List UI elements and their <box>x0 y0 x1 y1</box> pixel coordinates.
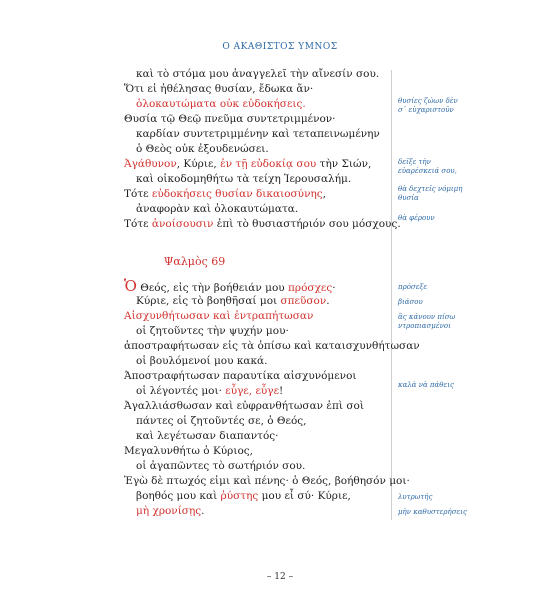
margin-note: βιάσου <box>398 298 423 306</box>
verse-line: καρδίαν συντετριμμένην καὶ τεταπεινωμένην <box>136 128 380 140</box>
margin-note: μὴν καθυστερήσεις <box>398 508 467 516</box>
verse-line: Κύριε, εἰς τὸ βοηθῆσαί μοι σπεῦσον. <box>136 295 330 307</box>
verse-line: ἀναφορὰν καὶ ὁλοκαυτώματα. <box>136 203 299 215</box>
margin-note: θυσίες ζώων δὲν <box>398 97 458 105</box>
verse-line: Τότε ἀνοίσουσιν ἐπὶ τὸ θυσιαστήριόν σου μόσχους. <box>124 218 401 230</box>
margin-note: ντροπιασμένοι <box>398 322 451 330</box>
margin-note: θὰ δεχτεῖς νόμιμη <box>398 185 463 193</box>
margin-note: θὰ φέρουν <box>398 214 435 222</box>
verse-line: Τότε εὐδοκήσεις θυσίαν δικαιοσύνης, <box>124 188 326 200</box>
drop-cap: Ὁ <box>124 277 137 295</box>
verse-line: ὁ Θεὸς οὐκ ἐξουδενώσει. <box>136 143 269 155</box>
verse-line: Αἰσχυνθήτωσαν καὶ ἐντραπήτωσαν <box>124 310 314 322</box>
margin-note: σ᾽ εὐχαριστοῦν <box>398 106 454 114</box>
page-number: – 12 – <box>266 572 294 582</box>
verse-line: ἀποστραφήτωσαν εἰς τὰ ὀπίσω καὶ καταισχυνθήτωσαν <box>124 340 420 352</box>
margin-rule <box>391 70 392 520</box>
verse-line: Ἐγὼ δὲ πτωχός εἰμι καὶ πένης· ὁ Θεός, βοήθησόν μοι· <box>124 475 410 487</box>
verse-line: οἱ βουλόμενοί μου κακά. <box>136 355 268 367</box>
margin-note: ἂς κάνουν πίσω <box>398 313 456 321</box>
verse-line: Μεγαλυνθήτω ὁ Κύριος, <box>124 445 254 457</box>
running-header: Ο ΑΚΑΘΙΣΤΟΣ ΥΜΝΟΣ <box>222 42 338 52</box>
verse-line: οἱ λέγοντές μοι· εὖγε, εὖγε! <box>136 385 284 397</box>
verse-line: Ἀγαλλιάσθωσαν καὶ εὐφρανθήτωσαν ἐπὶ σοὶ <box>124 400 364 412</box>
verse-line: Θυσία τῷ Θεῷ πνεῦμα συντετριμμένον· <box>124 113 336 125</box>
margin-note: εὐαρέσκειά σου, <box>398 167 457 175</box>
verse-line: ὁλοκαυτώματα οὐκ εὐδοκήσεις. <box>136 98 306 110</box>
verse-line: καὶ λεγέτωσαν διαπαντός· <box>136 430 279 442</box>
margin-note: θυσία <box>398 194 419 202</box>
psalm-title: Ψαλμὸς 69 <box>163 255 226 268</box>
verse-line: Ἀποστραφήτωσαν παραυτίκα αἰσχυνόμενοι <box>124 370 357 382</box>
margin-note: καλὰ νὰ πάθεις <box>398 381 454 389</box>
margin-note: δεῖξε τὴν <box>398 158 431 166</box>
verse-line: οἱ ἀγαπῶντες τὸ σωτήριόν σου. <box>136 460 306 472</box>
margin-note: λυτρωτής <box>398 493 433 501</box>
verse-line: οἱ ζητοῦντες τὴν ψυχήν μου· <box>136 325 289 337</box>
verse-line: Ὁ Θεός, εἰς τὴν βοήθειάν μου πρόσχες· <box>124 277 336 295</box>
verse-line: καὶ οἰκοδομηθήτω τὰ τείχη Ἱερουσαλήμ. <box>136 173 352 185</box>
verse-line: πάντες οἱ ζητοῦντές σε, ὁ Θεός, <box>136 415 307 427</box>
verse-line: Ὅτι εἰ ἠθέλησας θυσίαν, ἔδωκα ἄν· <box>124 83 314 95</box>
margin-note: πρόσεξε <box>398 283 428 291</box>
verse-line: βοηθός μου καὶ ῥύστης μου εἶ σύ· Κύριε, <box>136 490 351 502</box>
verse-line: μὴ χρονίσῃς. <box>136 505 205 517</box>
verse-line: Ἀγάθυνον, Κύριε, ἐν τῇ εὐδοκίᾳ σου τὴν Σιών, <box>124 158 372 170</box>
verse-line: καὶ τὸ στόμα μου ἀναγγελεῖ τὴν αἴνεσίν σου. <box>136 68 380 80</box>
